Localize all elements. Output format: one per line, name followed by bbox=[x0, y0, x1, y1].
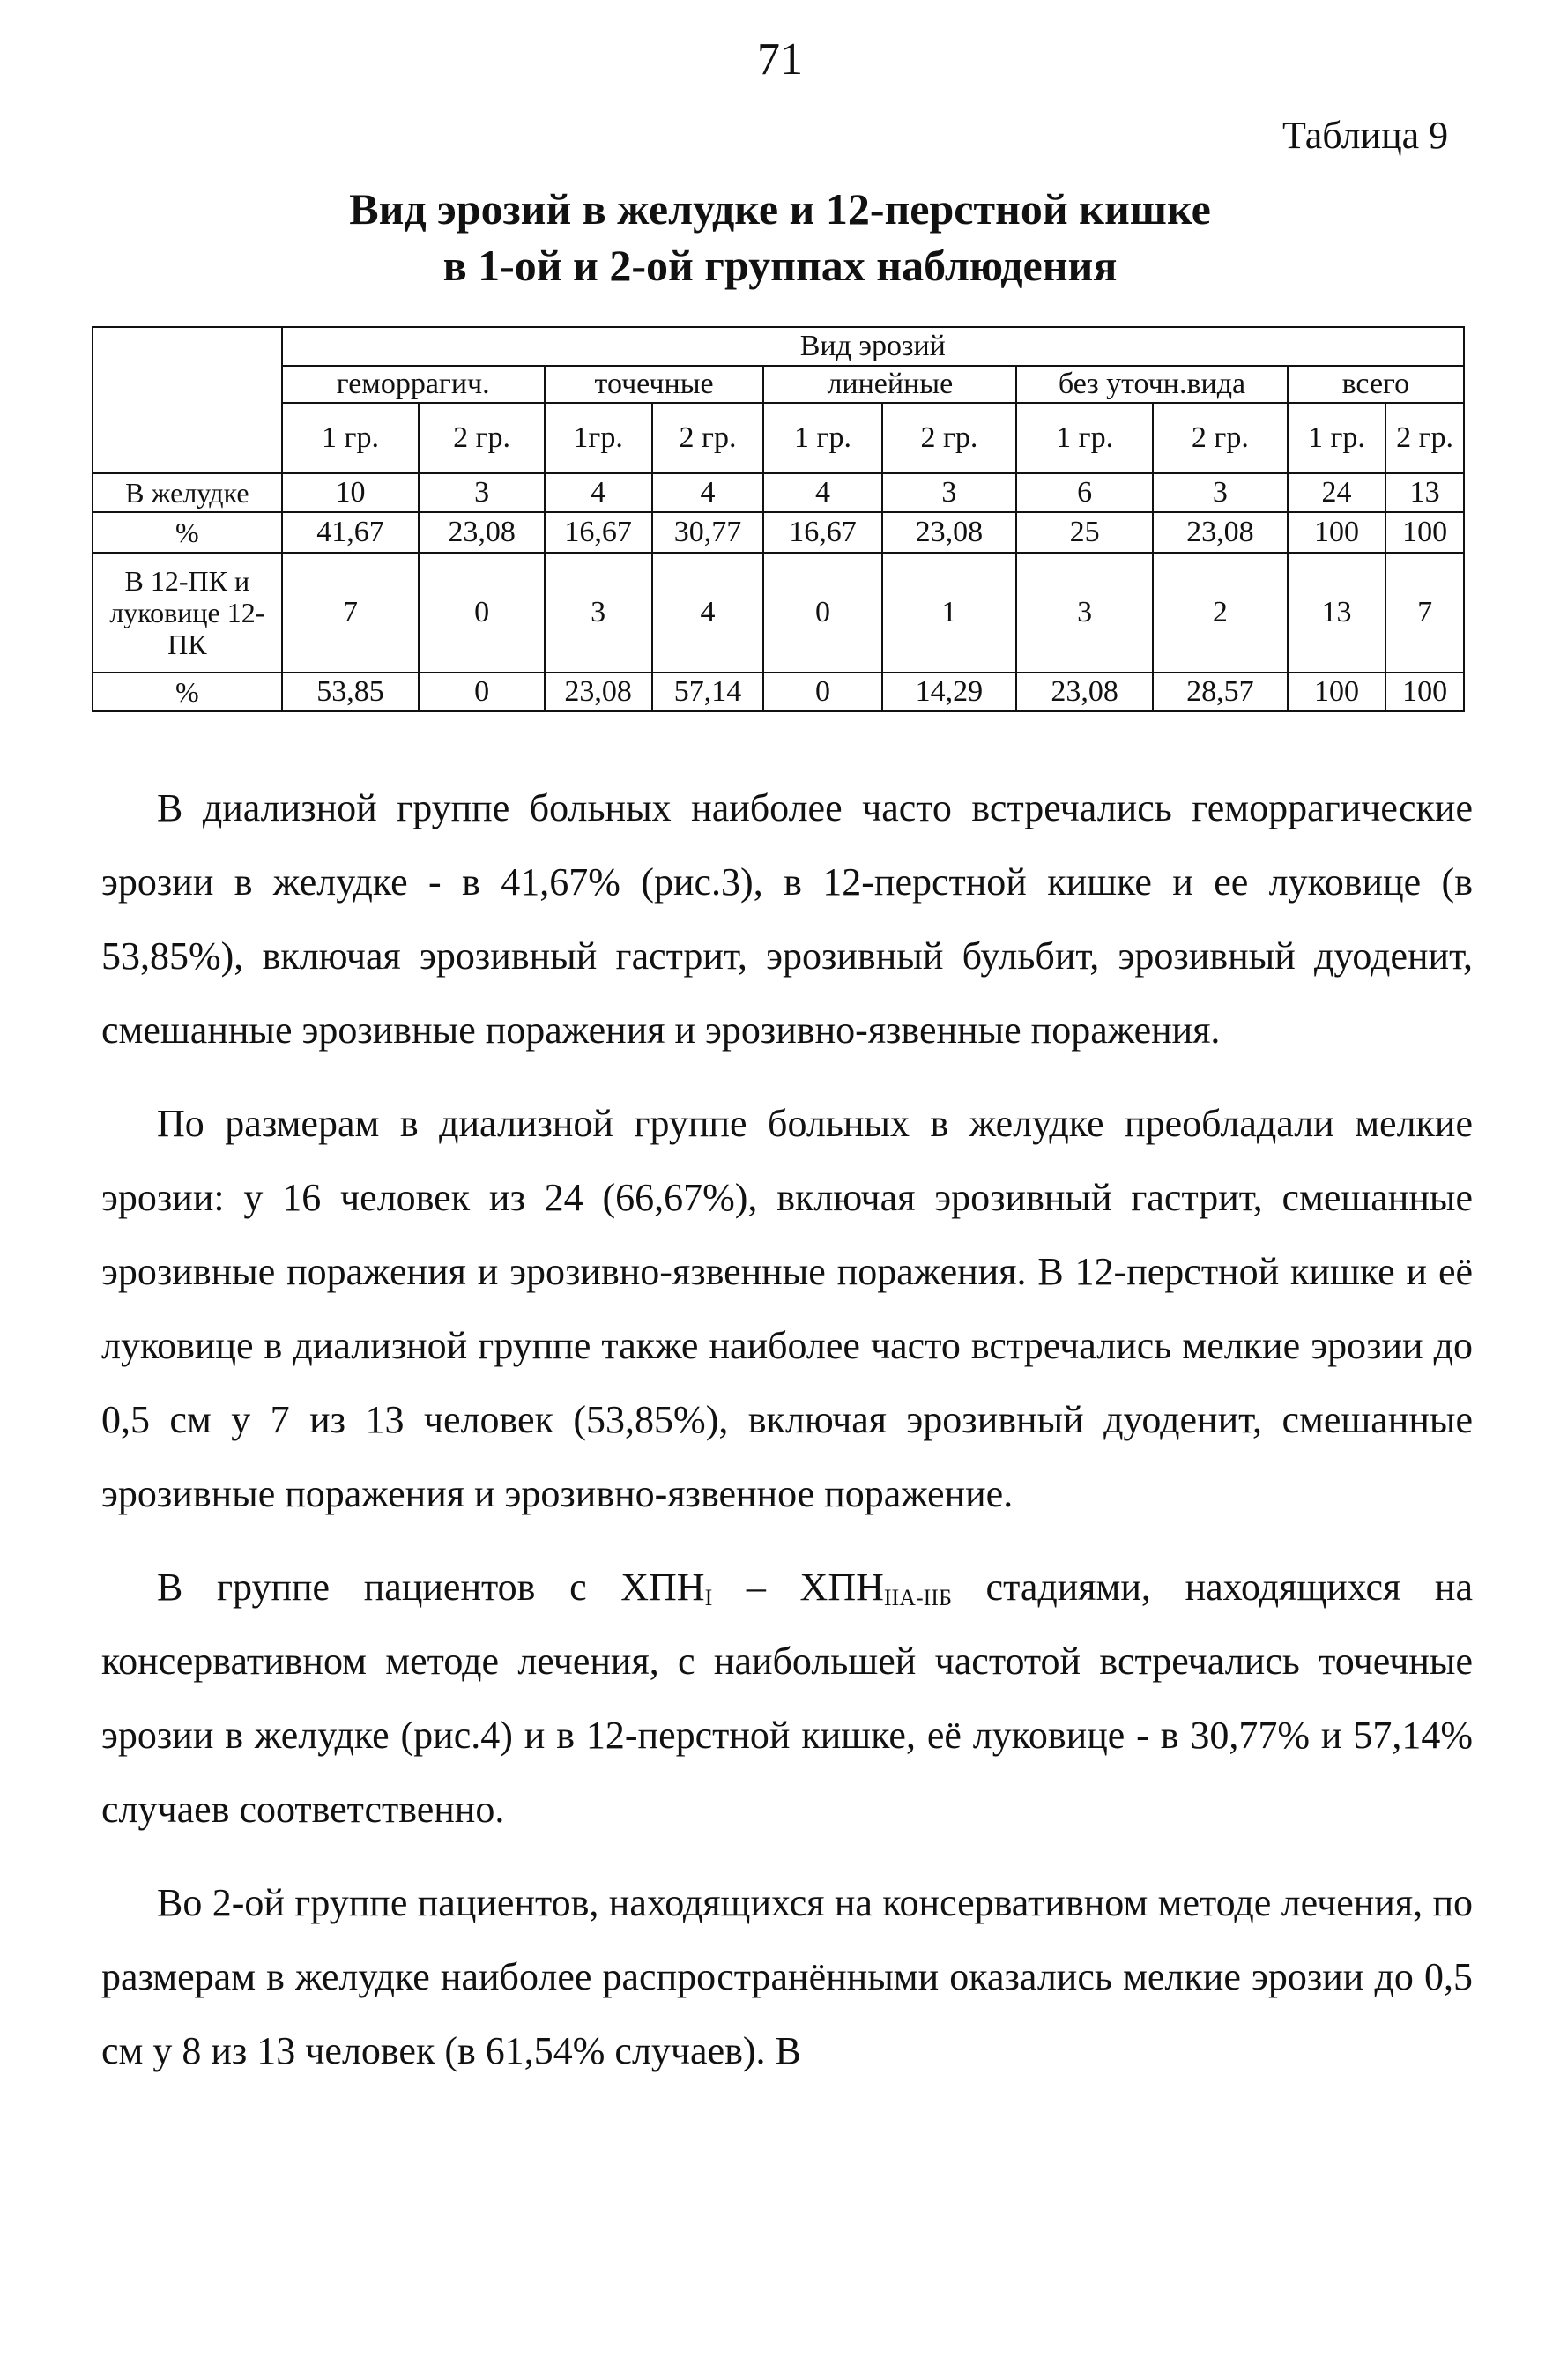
category-header-unspecified: без уточн.вида bbox=[1016, 366, 1287, 403]
row-label-percent: % bbox=[93, 673, 282, 711]
table-cell: 0 bbox=[419, 553, 544, 673]
table-cell: 100 bbox=[1385, 673, 1464, 711]
table-cell: 41,67 bbox=[282, 512, 420, 553]
table-cell: 28,57 bbox=[1153, 673, 1288, 711]
category-header-hemorrhagic: геморрагич. bbox=[282, 366, 545, 403]
table-cell: 23,08 bbox=[419, 512, 544, 553]
group-header: 1 гр. bbox=[282, 403, 420, 473]
title-line-2: в 1-ой и 2-ой группах наблюдения bbox=[442, 241, 1118, 290]
table-cell: 0 bbox=[763, 553, 881, 673]
table-cell: 16,67 bbox=[763, 512, 881, 553]
table-cell: 100 bbox=[1288, 673, 1385, 711]
row-label-percent: % bbox=[93, 512, 282, 553]
table-cell: 3 bbox=[1153, 473, 1288, 512]
table-cell: 4 bbox=[545, 473, 652, 512]
table-cell: 4 bbox=[763, 473, 881, 512]
table-cell: 3 bbox=[882, 473, 1017, 512]
row-label-duodenum: В 12-ПК и луковице 12-ПК bbox=[93, 553, 282, 673]
table-cell: 3 bbox=[1016, 553, 1153, 673]
table-cell: 14,29 bbox=[882, 673, 1017, 711]
title-line-1: Вид эрозий в желудке и 12-перстной кишке bbox=[349, 184, 1211, 234]
table-cell: 24 bbox=[1288, 473, 1385, 512]
table-cell: 4 bbox=[652, 473, 764, 512]
table-corner-cell bbox=[93, 327, 282, 473]
table-cell: 16,67 bbox=[545, 512, 652, 553]
p3-text-end: стадиями, находящихся на консервативном методе лечения, с наибольшей частотой встречались точечные эрозии в желудке (рис.4) и в 12-перстной кишке, её луковице - в 30,77% и 57,14% случаев соответственно. bbox=[101, 1566, 1473, 1831]
group-header: 2 гр. bbox=[652, 403, 764, 473]
table-cell: 23,08 bbox=[882, 512, 1017, 553]
table-cell: 23,08 bbox=[1153, 512, 1288, 553]
table-cell: 4 bbox=[652, 553, 764, 673]
paragraph-2: По размерам в диализной группе больных в желудке преобладали мелкие эрозии: у 16 человек из 24 (66,67%), включая эрозивный гастрит, смешанные эрозивные поражения и эрозивно-язвенные поражения. В 12-перстной кишке и её луковице в диализной группе также наиболее часто встречались мелкие эрозии до 0,5 см у 7 из 13 человек (53,85%), включая эрозивный дуоденит, смешанные эрозивные поражения и эрозивно-язвенное поражение. bbox=[101, 1102, 1473, 1515]
p3-text-start: В группе пациентов с ХПН bbox=[157, 1566, 705, 1609]
table-cell: 1 bbox=[882, 553, 1017, 673]
table-cell: 2 bbox=[1153, 553, 1288, 673]
category-header-linear: линейные bbox=[763, 366, 1016, 403]
table-cell: 10 bbox=[282, 473, 420, 512]
table-cell: 3 bbox=[419, 473, 544, 512]
row-label-stomach: В желудке bbox=[93, 473, 282, 512]
table-title bbox=[115, 181, 1445, 294]
paragraph-1: В диализной группе больных наиболее часто встречались геморрагические эрозии в желудке - в 41,67% (рис.3), в 12-перстной кишке и ее луковице (в 53,85%), включая эрозивный гастрит, эрозивный бульбит, эрозивный дуоденит, смешанные эрозивные поражения и эрозивно-язвенные поражения. bbox=[101, 786, 1473, 1052]
table-cell: 30,77 bbox=[652, 512, 764, 553]
p3-text-mid: – ХПН bbox=[712, 1566, 884, 1609]
group-header: 2 гр. bbox=[1385, 403, 1464, 473]
p3-subscript-stage-2: IIА-IIБ bbox=[883, 1585, 952, 1610]
category-header-total: всего bbox=[1288, 366, 1464, 403]
table-cell: 7 bbox=[282, 553, 420, 673]
table-cell: 25 bbox=[1016, 512, 1153, 553]
table-cell: 3 bbox=[545, 553, 652, 673]
group-header: 1гр. bbox=[545, 403, 652, 473]
table-cell: 0 bbox=[763, 673, 881, 711]
table-cell: 13 bbox=[1288, 553, 1385, 673]
group-header: 2 гр. bbox=[1153, 403, 1288, 473]
table-cell: 6 bbox=[1016, 473, 1153, 512]
table-caption: Таблица 9 bbox=[1282, 114, 1449, 157]
paragraph-4: Во 2-ой группе пациентов, находящихся на консервативном методе лечения, по размерам в желудке наиболее распространёнными оказались мелкие эрозии до 0,5 см у 8 из 13 человек (в 61,54% случаев). В bbox=[101, 1881, 1473, 2072]
table-cell: 13 bbox=[1385, 473, 1464, 512]
table-cell: 100 bbox=[1385, 512, 1464, 553]
page-number: 71 bbox=[757, 34, 803, 85]
group-header: 2 гр. bbox=[882, 403, 1017, 473]
table-cell: 0 bbox=[419, 673, 544, 711]
category-header-point: точечные bbox=[545, 366, 764, 403]
table-cell: 23,08 bbox=[1016, 673, 1153, 711]
erosion-table bbox=[92, 326, 1465, 712]
body-text bbox=[101, 771, 1473, 2108]
table-cell: 53,85 bbox=[282, 673, 420, 711]
table-cell: 7 bbox=[1385, 553, 1464, 673]
table-cell: 57,14 bbox=[652, 673, 764, 711]
p3-subscript-stage-1: I bbox=[704, 1585, 713, 1610]
group-header: 1 гр. bbox=[763, 403, 881, 473]
paragraph-3 bbox=[101, 1551, 1473, 1847]
group-header: 1 гр. bbox=[1288, 403, 1385, 473]
table-cell: 23,08 bbox=[545, 673, 652, 711]
group-header: 2 гр. bbox=[419, 403, 544, 473]
top-header: Вид эрозий bbox=[282, 327, 1464, 366]
table-cell: 100 bbox=[1288, 512, 1385, 553]
group-header: 1 гр. bbox=[1016, 403, 1153, 473]
